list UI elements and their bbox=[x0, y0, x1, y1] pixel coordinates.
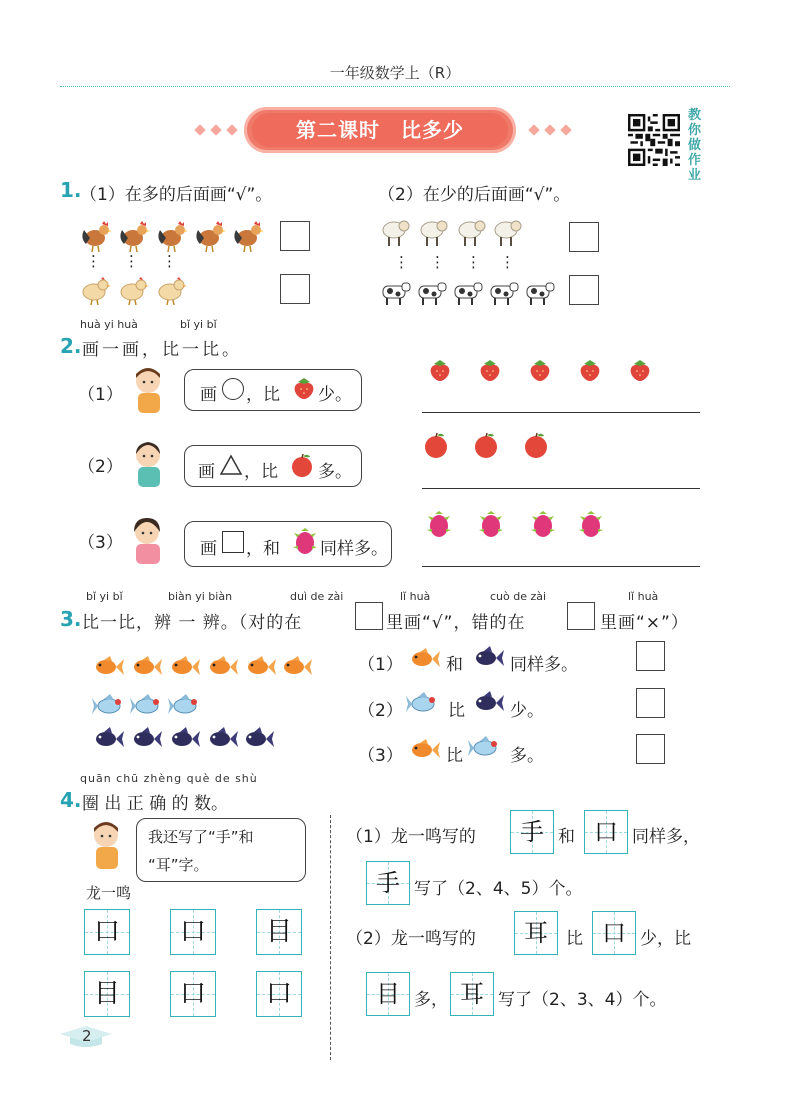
char-kou: 口 bbox=[592, 911, 636, 955]
dragonfruit-row bbox=[426, 510, 606, 540]
header-divider bbox=[60, 86, 730, 87]
q3-item-end: 少。 bbox=[510, 701, 544, 721]
char-shou: 手 bbox=[366, 861, 410, 905]
bubble-text: “耳”字。 bbox=[148, 856, 209, 874]
q3-item-mid: 和 bbox=[446, 655, 463, 675]
char-card[interactable]: 口 bbox=[170, 971, 216, 1017]
pinyin: huà yi huà bbox=[80, 318, 138, 331]
girl2-avatar bbox=[122, 514, 172, 568]
inline-box-icon bbox=[355, 602, 383, 630]
header-title: 一年级数学上（R） bbox=[329, 64, 461, 82]
chick-row bbox=[80, 276, 190, 306]
boy-avatar bbox=[126, 364, 174, 418]
pinyin: lǐ huà bbox=[628, 590, 659, 603]
q4-p1-he: 和 bbox=[558, 827, 575, 847]
diamond-decoration bbox=[210, 124, 221, 135]
pinyin: biàn yi biàn bbox=[168, 590, 233, 603]
pinyin: bǐ yi bǐ bbox=[86, 590, 123, 603]
q1-part2-instruction: （2）在少的后面画“√”。 bbox=[378, 185, 571, 205]
bubble-text: 画 bbox=[198, 462, 215, 482]
answer-box[interactable] bbox=[636, 734, 665, 764]
q3-title-c: 里画“×”） bbox=[600, 613, 689, 633]
bluefish-icon bbox=[468, 734, 508, 764]
bubble-text: ，比 bbox=[244, 462, 278, 482]
column-divider bbox=[330, 815, 331, 1060]
bubble-text: ，和 bbox=[246, 539, 280, 559]
cow-row bbox=[380, 278, 556, 308]
char-kou: 口 bbox=[584, 810, 628, 854]
q4-p2-bi: 比 bbox=[566, 929, 583, 949]
answer-box[interactable] bbox=[569, 222, 599, 252]
q4-p2-answer[interactable]: 写了（2、3、4）个。 bbox=[498, 990, 667, 1010]
qr-code-icon[interactable] bbox=[628, 114, 680, 166]
strawberry-row bbox=[426, 358, 662, 386]
q4-p2-shaobi: 少，比 bbox=[640, 929, 691, 949]
drawing-line[interactable] bbox=[422, 412, 700, 413]
dots-connector: ⋮ bbox=[500, 253, 515, 271]
apple-row bbox=[422, 432, 558, 460]
q4-p2-duo: 多， bbox=[414, 990, 448, 1010]
drawing-line[interactable] bbox=[422, 488, 700, 489]
dots-connector: ⋮ bbox=[162, 252, 177, 270]
char-shou: 手 bbox=[510, 810, 554, 854]
answer-box[interactable] bbox=[280, 221, 310, 251]
dots-connector: ⋮ bbox=[394, 253, 409, 271]
square-icon bbox=[222, 531, 244, 553]
answer-box[interactable] bbox=[636, 641, 665, 671]
char-er: 耳 bbox=[514, 911, 558, 955]
q2-title: 画一画，比一比。 bbox=[82, 340, 242, 360]
sheep-row bbox=[380, 216, 522, 250]
q3-title-b: 里画“√”，错的在 bbox=[386, 613, 526, 633]
answer-box[interactable] bbox=[280, 274, 310, 304]
bubble-text: 同样多。 bbox=[320, 539, 388, 559]
diamond-decoration bbox=[194, 124, 205, 135]
bluefish-icon bbox=[406, 690, 446, 720]
apple-icon bbox=[288, 452, 316, 478]
q4-p1-text: （1）龙一鸣写的 bbox=[346, 827, 476, 847]
diamond-decoration bbox=[560, 124, 571, 135]
pinyin: cuò de zài bbox=[490, 590, 547, 603]
q1-part1-instruction: （1）在多的后面画“√”。 bbox=[80, 185, 273, 205]
diamond-decoration bbox=[226, 124, 237, 135]
bubble-text: 我还写了“手”和 bbox=[148, 828, 254, 846]
pinyin: quān chū zhèng què de shù bbox=[80, 772, 258, 785]
q3-item-mid: 比 bbox=[448, 701, 465, 721]
diamond-decoration bbox=[528, 124, 539, 135]
bubble-text: 少。 bbox=[318, 385, 352, 405]
question-number: 4. bbox=[60, 788, 82, 812]
pinyin: bǐ yi bǐ bbox=[180, 318, 217, 331]
pinyin: lǐ huà bbox=[400, 590, 431, 603]
q3-title-a: 比一比，辨 一 辨。（对的在 bbox=[82, 613, 303, 633]
char-card[interactable]: 口 bbox=[84, 909, 130, 955]
bubble-text: 画 bbox=[200, 539, 217, 559]
boy-avatar bbox=[84, 818, 132, 876]
dots-connector: ⋮ bbox=[466, 253, 481, 271]
q3-item-mid: 比 bbox=[446, 746, 463, 766]
strawberry-icon bbox=[290, 376, 318, 402]
char-card[interactable]: 目 bbox=[256, 909, 302, 955]
q3-item-label: （3） bbox=[358, 746, 403, 766]
bubble-text: ，比 bbox=[246, 385, 280, 405]
goldfish-row bbox=[92, 654, 314, 682]
dots-connector: ⋮ bbox=[86, 252, 101, 270]
pinyin: duì de zài bbox=[290, 590, 344, 603]
char-er: 耳 bbox=[450, 972, 494, 1016]
q3-item-label: （2） bbox=[358, 701, 403, 721]
dots-connector: ⋮ bbox=[430, 253, 445, 271]
dots-connector: ⋮ bbox=[124, 252, 139, 270]
blackfish-icon bbox=[472, 690, 506, 716]
char-mu: 目 bbox=[366, 972, 410, 1016]
q4-p1-answer[interactable]: 写了（2、4、5）个。 bbox=[414, 879, 583, 899]
question-number: 2. bbox=[60, 334, 82, 358]
answer-box[interactable] bbox=[569, 275, 599, 305]
character-name: 龙一鸣 bbox=[86, 884, 132, 902]
char-card[interactable]: 口 bbox=[170, 909, 216, 955]
rooster-row bbox=[80, 220, 264, 254]
blackfish-icon bbox=[472, 645, 506, 671]
q4-p1-end: 同样多， bbox=[632, 827, 700, 847]
q4-title: 圈 出 正 确 的 数。 bbox=[82, 794, 229, 814]
question-number: 3. bbox=[60, 607, 82, 631]
page-number: 2 bbox=[82, 1027, 92, 1045]
inline-box-icon bbox=[567, 602, 595, 630]
q2-item-label: （2） bbox=[78, 457, 123, 477]
bluefish-row bbox=[92, 692, 210, 722]
question-number: 1. bbox=[60, 178, 82, 202]
girl-avatar bbox=[124, 438, 172, 492]
char-card[interactable]: 口 bbox=[256, 971, 302, 1017]
side-label: 教 你 做 作 业 bbox=[688, 108, 702, 183]
goldfish-icon bbox=[408, 737, 442, 763]
blackfish-row bbox=[92, 726, 278, 754]
char-card[interactable]: 目 bbox=[84, 971, 130, 1017]
bubble-text: 多。 bbox=[318, 462, 352, 482]
lesson-title: 第二课时 比多少 bbox=[252, 113, 508, 147]
answer-box[interactable] bbox=[636, 688, 665, 718]
bubble-text: 画 bbox=[200, 385, 217, 405]
q2-item-label: （3） bbox=[78, 533, 123, 553]
diamond-decoration bbox=[544, 124, 555, 135]
q2-item-label: （1） bbox=[78, 385, 123, 405]
q4-p2-text: （2）龙一鸣写的 bbox=[346, 929, 476, 949]
q3-item-end: 同样多。 bbox=[510, 655, 578, 675]
circle-icon bbox=[222, 378, 244, 400]
dragonfruit-icon bbox=[292, 528, 318, 556]
drawing-line[interactable] bbox=[422, 566, 700, 567]
q3-item-label: （1） bbox=[358, 655, 403, 675]
q3-item-end: 多。 bbox=[510, 746, 544, 766]
goldfish-icon bbox=[408, 646, 442, 672]
triangle-icon bbox=[219, 454, 243, 476]
